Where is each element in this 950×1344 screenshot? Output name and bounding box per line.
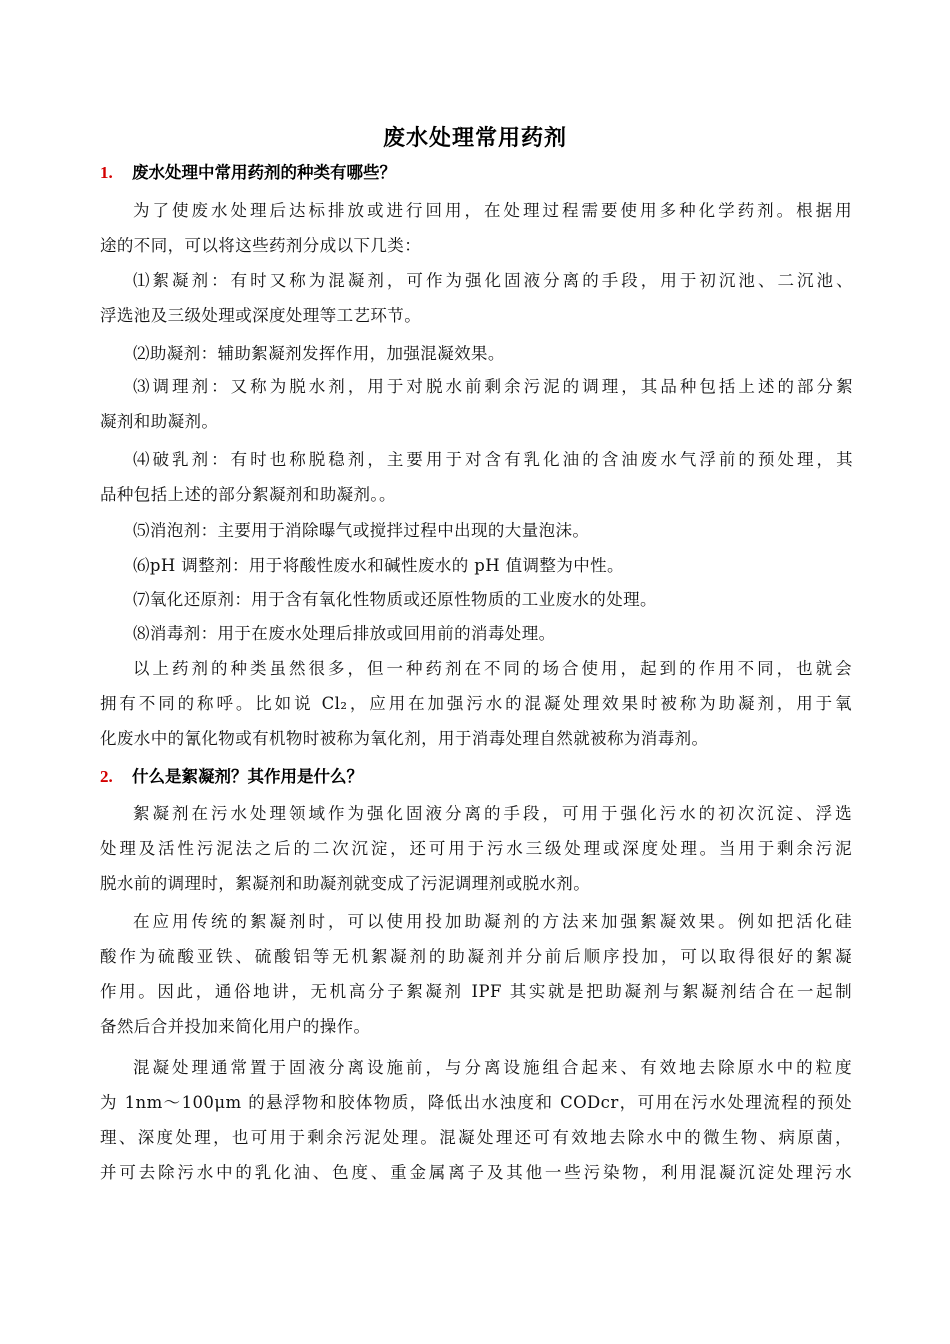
text-line: 为了使废水处理后达标排放或进行回用，在处理过程需要使用多种化学药剂。根据用 <box>133 201 852 220</box>
text-line: ⑻消毒剂：用于在废水处理后排放或回用前的消毒处理。 <box>133 624 556 643</box>
section-2-paragraph <box>100 904 852 1044</box>
section-1-heading-text: 废水处理中常用药剂的种类有哪些？ <box>132 163 396 182</box>
document-title: 废水处理常用药剂 <box>382 126 567 151</box>
text-line: ⑴絮凝剂：有时又称为混凝剂，可作为强化固液分离的手段，用于初沉池、二沉池、 <box>133 271 853 290</box>
section-2-heading <box>100 764 860 790</box>
text-line: 浮选池及三级处理或深度处理等工艺环节。 <box>100 306 422 325</box>
list-item <box>100 442 853 512</box>
text-line: 理、深度处理，也可用于剩余污泥处理。混凝处理还可有效地去除水中的微生物、病原菌， <box>100 1128 852 1147</box>
text-line: 絮凝剂在污水处理领域作为强化固液分离的手段，可用于强化污水的初次沉淀、浮选 <box>133 804 852 823</box>
text-line: 凝剂和助凝剂。 <box>100 412 219 431</box>
text-line: ⑺氧化还原剂：用于含有氧化性物质或还原性物质的工业废水的处理。 <box>133 590 657 609</box>
text-line: 作用。因此，通俗地讲，无机高分子絮凝剂 IPF 其实就是把助凝剂与絮凝剂结合在一起制 <box>100 982 852 1001</box>
list-item <box>100 263 853 333</box>
text-line: ⑵助凝剂：辅助絮凝剂发挥作用，加强混凝效果。 <box>133 344 505 363</box>
list-item <box>100 369 853 439</box>
text-line: 为 1nm～100μm 的悬浮物和胶体物质，降低出水浊度和 CODcr，可用在污水处理流程的预处 <box>100 1093 852 1112</box>
text-line: 备然后合并投加来简化用户的操作。 <box>100 1017 371 1036</box>
section-2-paragraph <box>100 1050 852 1190</box>
text-line: ⑸消泡剂：主要用于消除曝气或搅拌过程中出现的大量泡沫。 <box>133 521 590 540</box>
list-item <box>133 548 853 583</box>
list-item <box>133 513 853 548</box>
text-line: ⑷破乳剂：有时也称脱稳剂，主要用于对含有乳化油的含油废水气浮前的预处理，其 <box>133 450 853 469</box>
text-line: 并可去除污水中的乳化油、色度、重金属离子及其他一些污染物，利用混凝沉淀处理污水 <box>100 1163 852 1182</box>
text-line: 脱水前的调理时，絮凝剂和助凝剂就变成了污泥调理剂或脱水剂。 <box>100 874 591 893</box>
text-line: 以上药剂的种类虽然很多，但一种药剂在不同的场合使用，起到的作用不同，也就会 <box>133 659 852 678</box>
list-item <box>133 336 853 371</box>
text-line: 处理及活性污泥法之后的二次沉淀，还可用于污水三级处理或深度处理。当用于剩余污泥 <box>100 839 852 858</box>
section-1-heading <box>100 160 860 186</box>
section-2-paragraph <box>100 796 852 901</box>
list-item <box>133 616 853 651</box>
text-line: ⑶调理剂：又称为脱水剂，用于对脱水前剩余污泥的调理，其品种包括上述的部分絮 <box>133 377 853 396</box>
section-2-heading-text: 什么是絮凝剂？其作用是什么？ <box>132 767 363 786</box>
text-line: ⑹pH 调整剂：用于将酸性废水和碱性废水的 pH 值调整为中性。 <box>133 556 624 575</box>
section-1-closing <box>100 651 852 756</box>
section-1-intro <box>100 193 852 263</box>
text-line: 化废水中的氰化物或有机物时被称为氧化剂，用于消毒处理自然就被称为消毒剂。 <box>100 729 709 748</box>
text-line: 拥有不同的称呼。比如说 Cl₂，应用在加强污水的混凝处理效果时被称为助凝剂，用于氧 <box>100 694 852 713</box>
text-line: 途的不同，可以将这些药剂分成以下几类： <box>100 236 422 255</box>
text-line: 在应用传统的絮凝剂时，可以使用投加助凝剂的方法来加强絮凝效果。例如把活化硅 <box>133 912 852 931</box>
text-line: 混凝处理通常置于固液分离设施前，与分离设施组合起来、有效地去除原水中的粒度 <box>133 1058 852 1077</box>
section-2-number: 2. <box>100 767 113 786</box>
section-1-number: 1. <box>100 163 113 182</box>
text-line: 酸作为硫酸亚铁、硫酸铝等无机絮凝剂的助凝剂并分前后顺序投加，可以取得很好的絮凝 <box>100 947 852 966</box>
text-line: 品种包括上述的部分絮凝剂和助凝剂。。 <box>100 485 396 504</box>
list-item <box>133 582 853 617</box>
